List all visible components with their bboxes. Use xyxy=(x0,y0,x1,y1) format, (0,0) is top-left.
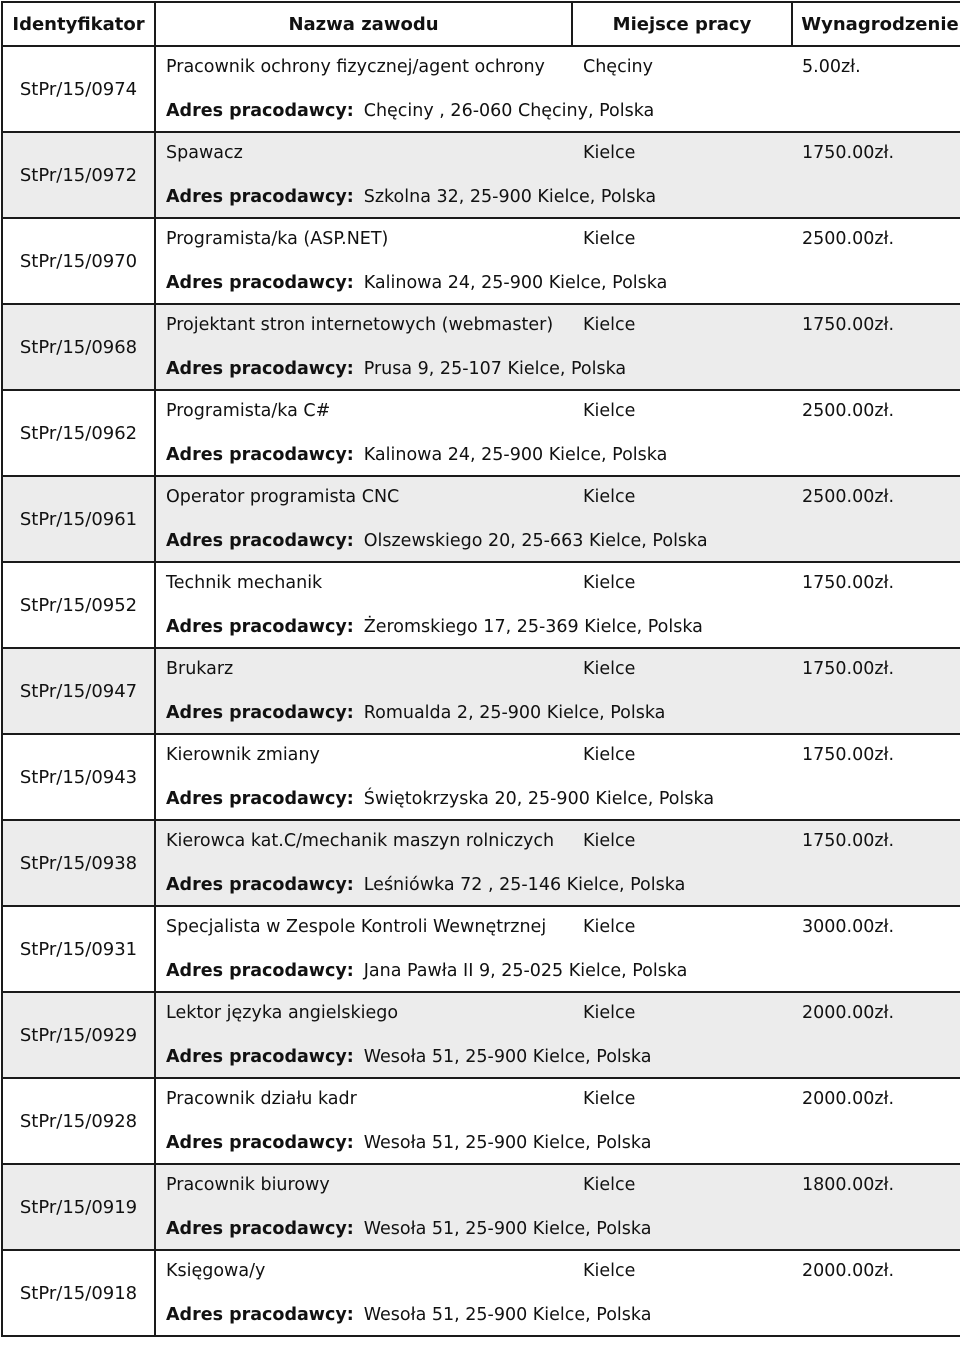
address-label: Adres pracodawcy: xyxy=(166,101,354,121)
employer-address-line xyxy=(166,101,960,121)
work-place: Kielce xyxy=(583,1261,636,1281)
work-place: Kielce xyxy=(583,831,636,851)
job-title: Programista/ka (ASP.NET) xyxy=(166,229,389,249)
employer-address-line xyxy=(166,1305,960,1325)
employer-address: Chęciny , 26-060 Chęciny, Polska xyxy=(363,101,655,121)
table-row xyxy=(2,648,960,734)
employer-address-line xyxy=(166,359,960,379)
offer-id: StPr/15/0919 xyxy=(2,1164,155,1250)
address-label: Adres pracodawcy: xyxy=(166,961,354,981)
employer-address: Wesoła 51, 25-900 Kielce, Polska xyxy=(363,1219,652,1239)
offer-id: StPr/15/0938 xyxy=(2,820,155,906)
offer-detail-block xyxy=(156,305,960,389)
offer-id: StPr/15/0972 xyxy=(2,132,155,218)
offer-details xyxy=(155,390,960,476)
offer-id: StPr/15/0929 xyxy=(2,992,155,1078)
employer-address: Wesoła 51, 25-900 Kielce, Polska xyxy=(363,1133,652,1153)
job-title: Spawacz xyxy=(166,143,243,163)
offer-details xyxy=(155,132,960,218)
salary: 2500.00zł. xyxy=(802,401,895,421)
table-row xyxy=(2,562,960,648)
offer-id: StPr/15/0961 xyxy=(2,476,155,562)
address-label: Adres pracodawcy: xyxy=(166,789,354,809)
column-header-name: Nazwa zawodu xyxy=(155,2,572,46)
salary: 1750.00zł. xyxy=(802,143,895,163)
job-title: Operator programista CNC xyxy=(166,487,400,507)
offer-summary-line xyxy=(166,1003,960,1023)
salary: 2000.00zł. xyxy=(802,1089,895,1109)
employer-address: Świętokrzyska 20, 25-900 Kielce, Polska xyxy=(363,789,715,809)
column-header-place: Miejsce pracy xyxy=(572,2,792,46)
employer-address: Olszewskiego 20, 25-663 Kielce, Polska xyxy=(363,531,708,551)
offer-summary-line xyxy=(166,487,960,507)
offer-detail-block xyxy=(156,821,960,905)
employer-address-line xyxy=(166,531,960,551)
table-row xyxy=(2,304,960,390)
address-label: Adres pracodawcy: xyxy=(166,531,354,551)
table-row xyxy=(2,1164,960,1250)
job-listing-table xyxy=(1,1,960,1337)
offer-summary-line xyxy=(166,143,960,163)
offer-summary-line xyxy=(166,745,960,765)
job-listing-document xyxy=(1,1,959,1361)
work-place: Kielce xyxy=(583,573,636,593)
address-label: Adres pracodawcy: xyxy=(166,1219,354,1239)
work-place: Kielce xyxy=(583,1089,636,1109)
job-title: Specjalista w Zespole Kontroli Wewnętrznej xyxy=(166,917,547,937)
salary: 1750.00zł. xyxy=(802,315,895,335)
table-row xyxy=(2,132,960,218)
address-label: Adres pracodawcy: xyxy=(166,1047,354,1067)
offer-details xyxy=(155,1078,960,1164)
table-row xyxy=(2,476,960,562)
offer-summary-line xyxy=(166,315,960,335)
job-title: Kierowca kat.C/mechanik maszyn rolniczych xyxy=(166,831,555,851)
work-place: Chęciny xyxy=(583,57,654,77)
table-row xyxy=(2,992,960,1078)
offer-detail-block xyxy=(156,391,960,475)
employer-address: Wesoła 51, 25-900 Kielce, Polska xyxy=(363,1305,652,1325)
offer-detail-block xyxy=(156,649,960,733)
offer-details xyxy=(155,476,960,562)
address-label: Adres pracodawcy: xyxy=(166,617,354,637)
employer-address: Prusa 9, 25-107 Kielce, Polska xyxy=(363,359,627,379)
employer-address-line xyxy=(166,1133,960,1153)
employer-address: Kalinowa 24, 25-900 Kielce, Polska xyxy=(363,273,668,293)
address-label: Adres pracodawcy: xyxy=(166,187,354,207)
column-header-id: Identyfikator xyxy=(2,2,155,46)
offer-detail-block xyxy=(156,219,960,303)
offer-id: StPr/15/0918 xyxy=(2,1250,155,1336)
offer-detail-block xyxy=(156,477,960,561)
salary: 2000.00zł. xyxy=(802,1261,895,1281)
work-place: Kielce xyxy=(583,917,636,937)
offer-id: StPr/15/0943 xyxy=(2,734,155,820)
offer-summary-line xyxy=(166,229,960,249)
table-row xyxy=(2,390,960,476)
employer-address-line xyxy=(166,961,960,981)
offer-details xyxy=(155,562,960,648)
address-label: Adres pracodawcy: xyxy=(166,1305,354,1325)
offer-id: StPr/15/0962 xyxy=(2,390,155,476)
work-place: Kielce xyxy=(583,143,636,163)
salary: 2500.00zł. xyxy=(802,229,895,249)
job-title: Księgowa/y xyxy=(166,1261,266,1281)
offer-summary-line xyxy=(166,57,960,77)
job-title: Pracownik działu kadr xyxy=(166,1089,357,1109)
salary: 5.00zł. xyxy=(802,57,861,77)
offer-detail-block xyxy=(156,47,960,131)
offer-details xyxy=(155,734,960,820)
employer-address-line xyxy=(166,445,960,465)
salary: 1750.00zł. xyxy=(802,573,895,593)
offer-id: StPr/15/0970 xyxy=(2,218,155,304)
table-row xyxy=(2,906,960,992)
salary: 1750.00zł. xyxy=(802,831,895,851)
table-row xyxy=(2,1078,960,1164)
employer-address: Szkolna 32, 25-900 Kielce, Polska xyxy=(363,187,657,207)
job-title: Technik mechanik xyxy=(166,573,323,593)
offer-id: StPr/15/0952 xyxy=(2,562,155,648)
offer-details xyxy=(155,906,960,992)
job-title: Pracownik ochrony fizycznej/agent ochrony xyxy=(166,57,545,77)
table-row xyxy=(2,734,960,820)
employer-address: Wesoła 51, 25-900 Kielce, Polska xyxy=(363,1047,652,1067)
work-place: Kielce xyxy=(583,1003,636,1023)
offer-id: StPr/15/0928 xyxy=(2,1078,155,1164)
employer-address: Jana Pawła II 9, 25-025 Kielce, Polska xyxy=(363,961,688,981)
offer-details xyxy=(155,820,960,906)
offer-summary-line xyxy=(166,1089,960,1109)
offer-details xyxy=(155,304,960,390)
employer-address: Leśniówka 72 , 25-146 Kielce, Polska xyxy=(363,875,686,895)
offer-details xyxy=(155,218,960,304)
offer-detail-block xyxy=(156,1165,960,1249)
employer-address-line xyxy=(166,617,960,637)
offer-details xyxy=(155,1164,960,1250)
offer-summary-line xyxy=(166,1175,960,1195)
salary: 3000.00zł. xyxy=(802,917,895,937)
employer-address: Żeromskiego 17, 25-369 Kielce, Polska xyxy=(363,617,703,637)
address-label: Adres pracodawcy: xyxy=(166,445,354,465)
employer-address-line xyxy=(166,1219,960,1239)
header-row xyxy=(2,2,960,46)
offer-detail-block xyxy=(156,133,960,217)
offer-detail-block xyxy=(156,907,960,991)
work-place: Kielce xyxy=(583,401,636,421)
employer-address-line xyxy=(166,273,960,293)
employer-address-line xyxy=(166,875,960,895)
salary: 2500.00zł. xyxy=(802,487,895,507)
offer-id: StPr/15/0968 xyxy=(2,304,155,390)
offer-summary-line xyxy=(166,831,960,851)
address-label: Adres pracodawcy: xyxy=(166,875,354,895)
work-place: Kielce xyxy=(583,229,636,249)
table-row xyxy=(2,1250,960,1336)
employer-address-line xyxy=(166,789,960,809)
offer-detail-block xyxy=(156,1079,960,1163)
offer-id: StPr/15/0947 xyxy=(2,648,155,734)
table-row xyxy=(2,820,960,906)
employer-address-line xyxy=(166,703,960,723)
offer-summary-line xyxy=(166,659,960,679)
work-place: Kielce xyxy=(583,745,636,765)
offer-id: StPr/15/0974 xyxy=(2,46,155,132)
address-label: Adres pracodawcy: xyxy=(166,273,354,293)
offer-details xyxy=(155,648,960,734)
address-label: Adres pracodawcy: xyxy=(166,359,354,379)
offer-details xyxy=(155,1250,960,1336)
offer-id: StPr/15/0931 xyxy=(2,906,155,992)
employer-address-line xyxy=(166,1047,960,1067)
job-title: Programista/ka C# xyxy=(166,401,331,421)
offer-summary-line xyxy=(166,401,960,421)
work-place: Kielce xyxy=(583,315,636,335)
offer-detail-block xyxy=(156,993,960,1077)
employer-address: Romualda 2, 25-900 Kielce, Polska xyxy=(363,703,666,723)
employer-address-line xyxy=(166,187,960,207)
employer-address: Kalinowa 24, 25-900 Kielce, Polska xyxy=(363,445,668,465)
offer-summary-line xyxy=(166,917,960,937)
address-label: Adres pracodawcy: xyxy=(166,703,354,723)
job-title: Projektant stron internetowych (webmaster) xyxy=(166,315,554,335)
job-title: Lektor języka angielskiego xyxy=(166,1003,399,1023)
table-body xyxy=(2,46,960,1336)
offer-details xyxy=(155,46,960,132)
offer-detail-block xyxy=(156,563,960,647)
salary: 1750.00zł. xyxy=(802,659,895,679)
work-place: Kielce xyxy=(583,487,636,507)
offer-summary-line xyxy=(166,573,960,593)
work-place: Kielce xyxy=(583,659,636,679)
address-label: Adres pracodawcy: xyxy=(166,1133,354,1153)
salary: 2000.00zł. xyxy=(802,1003,895,1023)
offer-detail-block xyxy=(156,1251,960,1335)
work-place: Kielce xyxy=(583,1175,636,1195)
offer-details xyxy=(155,992,960,1078)
table-header xyxy=(2,2,960,46)
job-title: Pracownik biurowy xyxy=(166,1175,330,1195)
table-row xyxy=(2,46,960,132)
offer-detail-block xyxy=(156,735,960,819)
column-header-pay: Wynagrodzenie xyxy=(792,2,960,46)
offer-summary-line xyxy=(166,1261,960,1281)
table-row xyxy=(2,218,960,304)
job-title: Brukarz xyxy=(166,659,234,679)
salary: 1800.00zł. xyxy=(802,1175,895,1195)
salary: 1750.00zł. xyxy=(802,745,895,765)
job-title: Kierownik zmiany xyxy=(166,745,320,765)
